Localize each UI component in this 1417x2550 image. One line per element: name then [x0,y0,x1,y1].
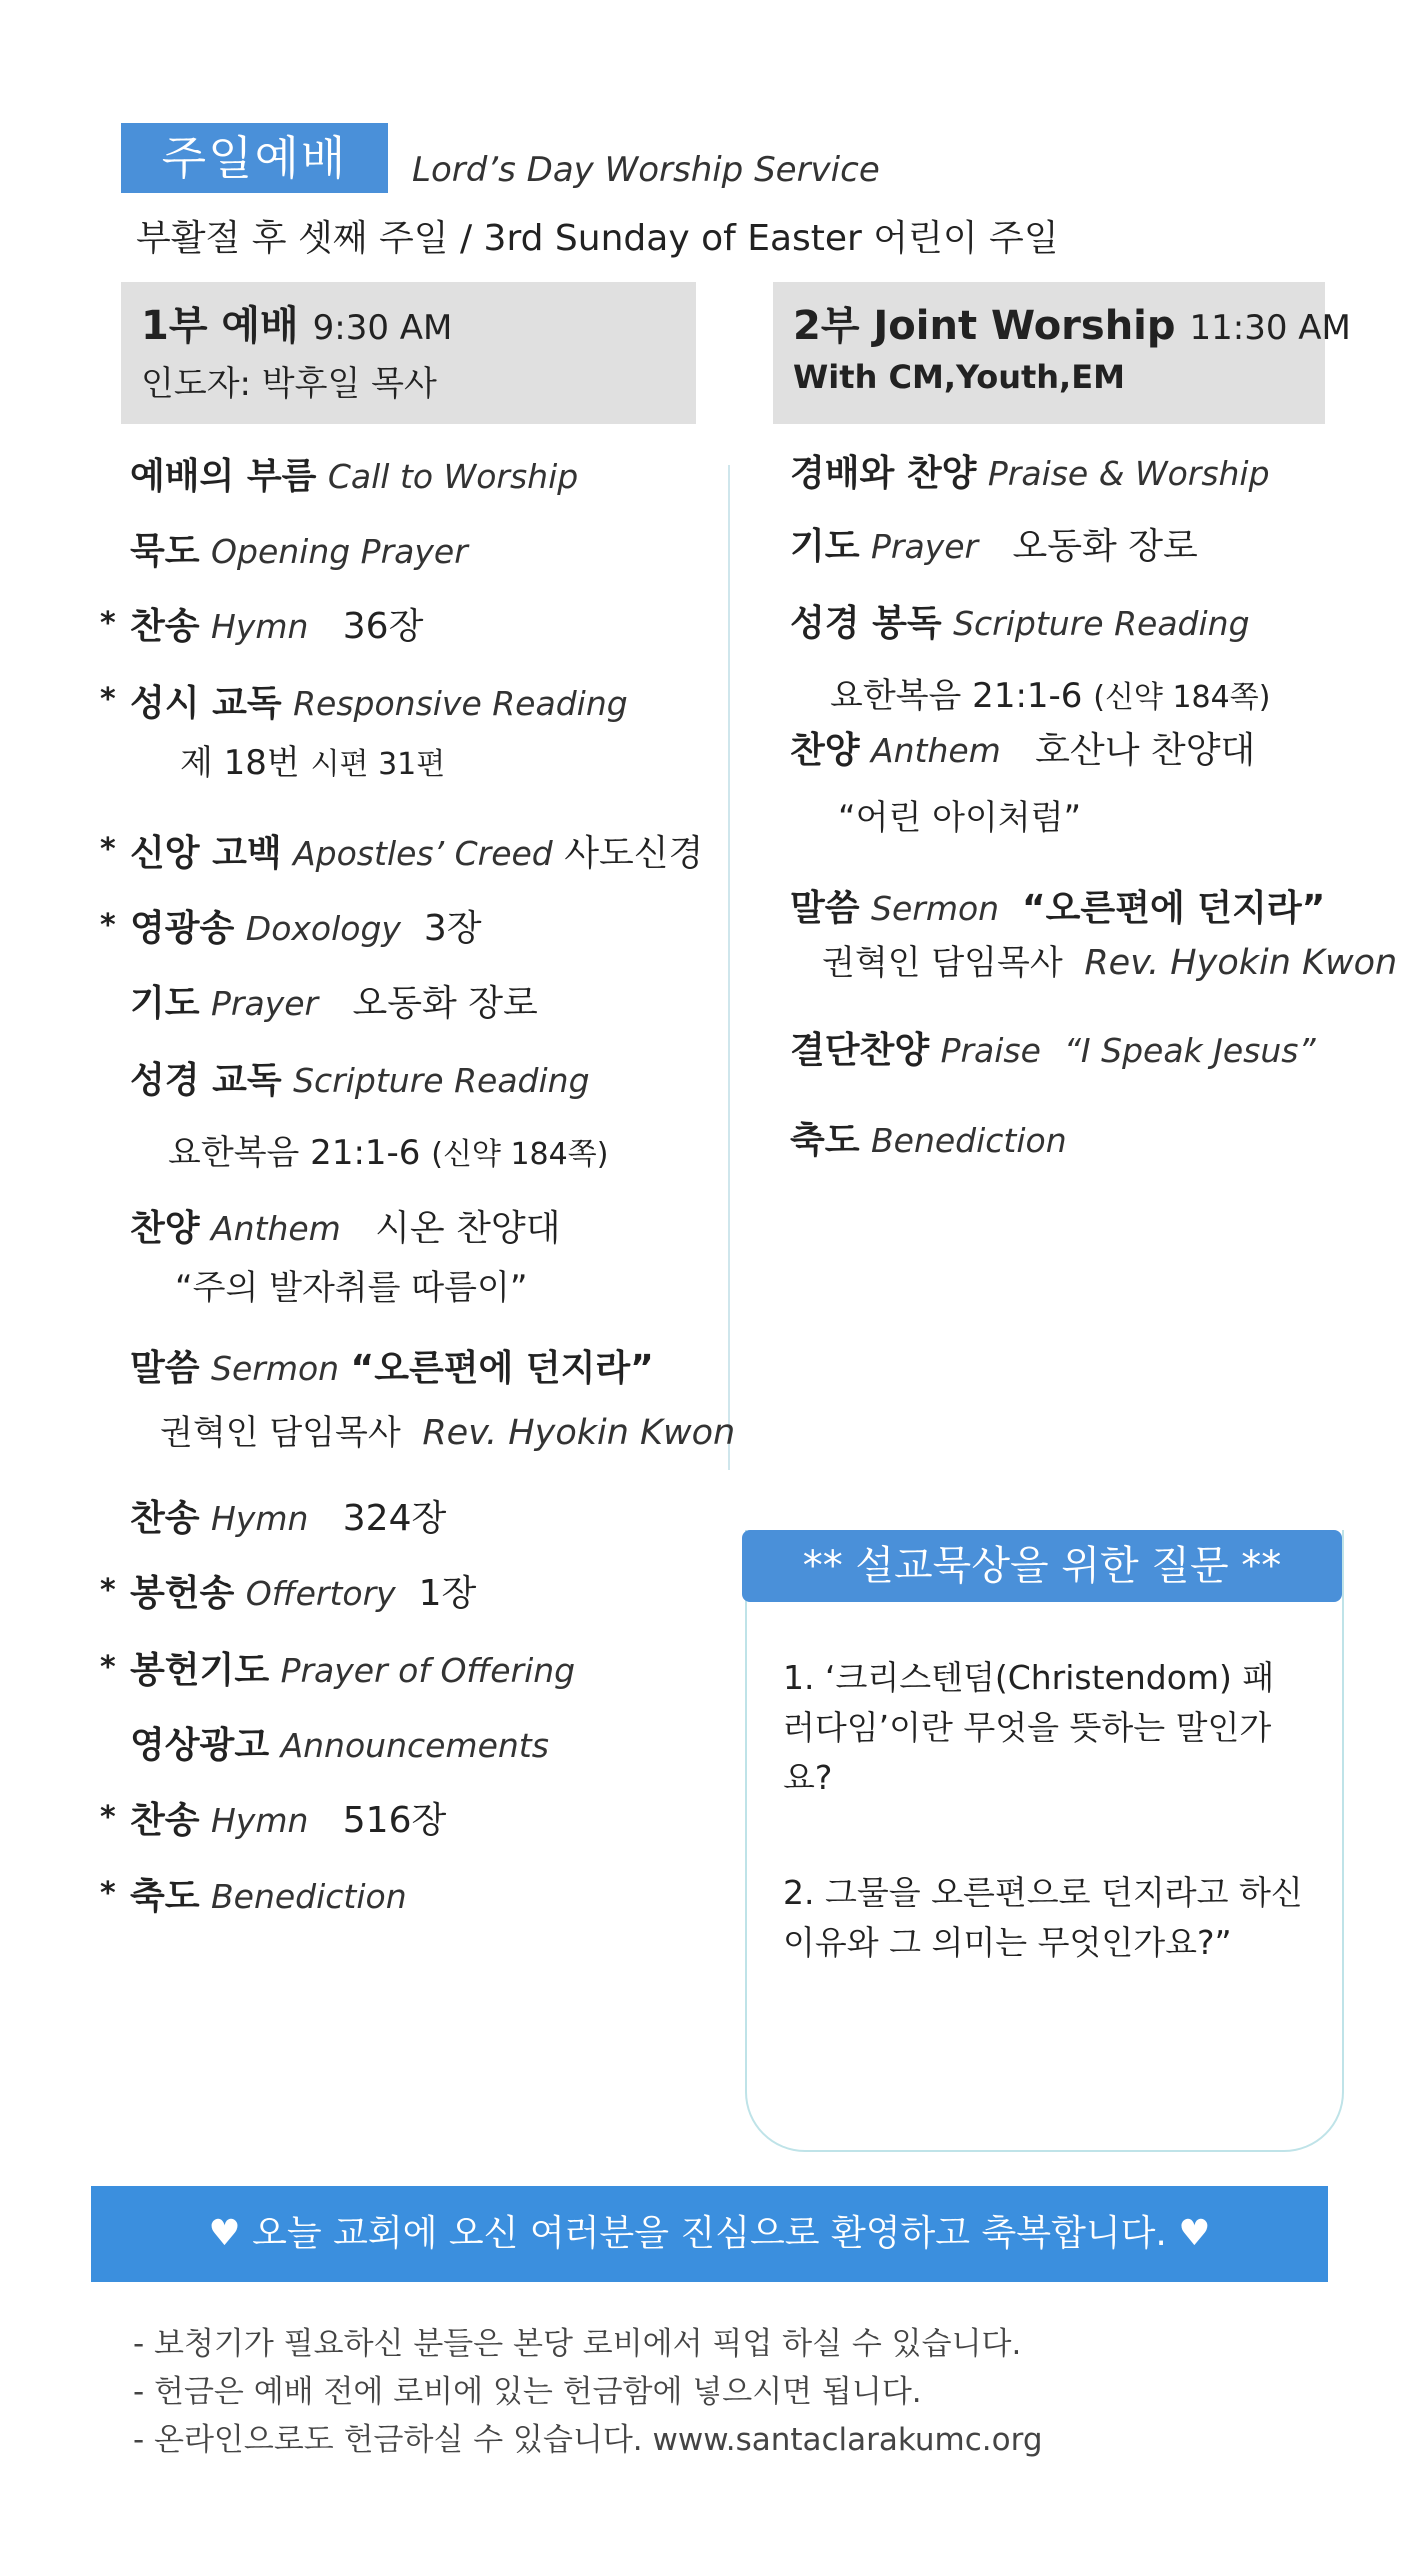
item-kr: 경배와 찬양 [790,453,977,494]
standing-mark: * [100,1800,116,1835]
item-en: Hymn [211,1801,309,1840]
list-item [130,448,578,499]
scripture-page: (신약 184쪽) [431,1137,609,1172]
item-en: Hymn [211,607,309,646]
question-2: 2. 그물을 오른편으로 던지라고 하신 이유와 그 의미는 무엇인가요?” [783,1873,1303,1962]
service2-time: 11:30 AM [1189,308,1351,348]
list-item [130,1340,654,1391]
column-divider [728,465,730,1470]
item-detail: 사도신경 [564,833,704,874]
reading-psalm: 시편 31편 [310,747,446,782]
item-kr: 말씀 [130,1348,200,1389]
item-kr: 성시 교독 [130,683,282,724]
service1-header [121,282,696,424]
list-item [790,880,1325,931]
item-en: Apostles’ Creed [293,834,553,873]
scripture-ref: 요한복음 21:1-6 [830,676,1083,716]
subtitle: 부활절 후 셋째 주일 / 3rd Sunday of Easter 어린이 주일 [136,218,1059,259]
item-en: Sermon [871,889,1000,928]
item-kr: 봉헌송 [130,1573,235,1614]
scripture-ref: 요한복음 21:1-6 [168,1133,421,1173]
item-en: Anthem [871,731,1001,770]
list-item [790,1022,1316,1073]
preacher-en: Rev. Hyokin Kwon [422,1413,736,1453]
preacher [160,1405,735,1454]
item-en: Prayer of Offering [280,1651,576,1690]
anthem-song: “어린 아이처럼” [838,798,1082,838]
item-kr: 성경 교독 [130,1060,282,1101]
service1-time: 9:30 AM [312,308,453,348]
item-en: Hymn [211,1499,309,1538]
service2-title-text: 2부 Joint Worship [793,303,1176,349]
welcome-banner: ♥ 오늘 교회에 오신 여러분을 진심으로 환영하고 축복합니다. ♥ [91,2186,1328,2282]
sermon-title: “오른편에 던지라” [1021,888,1326,929]
item-detail: 516장 [342,1800,447,1841]
list-item [130,900,482,951]
list-item [130,1792,446,1843]
list-item [790,445,1270,496]
item-detail: 324장 [342,1498,447,1539]
item-detail: 3장 [423,908,482,949]
preacher-en: Rev. Hyokin Kwon [1084,943,1398,983]
title-en: Lord’s Day Worship Service [412,150,880,190]
scripture-detail [830,668,1270,717]
item-kr: 영광송 [130,908,235,949]
service1-leader: 인도자: 박후일 목사 [141,364,437,404]
item-kr: 영상광고 [130,1725,270,1766]
question-1: 1. ‘크리스텐덤(Christendom) 패러다임’이란 무엇을 뜻하는 말인가요? [783,1658,1275,1797]
item-kr: 찬송 [130,1800,200,1841]
item-kr: 성경 봉독 [790,603,942,644]
item-en: Prayer [871,527,979,566]
item-en: Responsive Reading [293,684,628,723]
preacher-kr: 권혁인 담임목사 [160,1413,401,1453]
item-kr: 말씀 [790,888,860,929]
title-badge: 주일예배 [121,123,388,193]
scripture-detail [168,1125,608,1174]
item-detail: “I Speak Jesus” [1063,1031,1316,1070]
item-kr: 찬양 [130,1208,200,1249]
note-hearing-aid: - 보청기가 필요하신 분들은 본당 로비에서 픽업 하실 수 있습니다. [133,2326,1022,2362]
item-en: Offertory [245,1574,396,1613]
note-offering-box: - 헌금은 예배 전에 로비에 있는 헌금함에 넣으시면 됩니다. [133,2374,922,2410]
item-en: Anthem [211,1209,341,1248]
item-en: Scripture Reading [953,604,1250,643]
item-kr: 봉헌기도 [130,1650,270,1691]
list-item [130,975,538,1026]
list-item [790,722,1255,773]
note-online-giving: - 온라인으로도 헌금하실 수 있습니다. www.santaclarakumc.org [133,2422,1043,2458]
standing-mark: * [100,1650,116,1685]
item-detail: 오동화 장로 [1012,526,1198,567]
list-item [790,595,1250,646]
list-item [130,1565,476,1616]
standing-mark: * [100,832,116,867]
item-detail: 호산나 찬양대 [1035,730,1256,771]
item-en: Doxology [245,909,401,948]
service2-with: With CM,Youth,EM [793,358,1125,396]
item-en: Benediction [211,1877,407,1916]
item-kr: 축도 [790,1120,860,1161]
item-en: Announcements [280,1726,549,1765]
list-item [130,598,423,649]
item-en: Prayer [211,984,319,1023]
reading-number: 제 18번 [180,743,300,783]
scripture-page: (신약 184쪽) [1093,680,1271,715]
item-kr: 결단찬양 [790,1030,930,1071]
questions-header: ** 설교묵상을 위한 질문 ** [742,1530,1342,1602]
item-kr: 묵도 [130,531,200,572]
item-kr: 기도 [130,983,200,1024]
list-item [130,1052,590,1103]
item-kr: 기도 [790,526,860,567]
item-en: Sermon [211,1349,340,1388]
preacher-kr: 권혁인 담임목사 [822,943,1063,983]
item-kr: 축도 [130,1876,200,1917]
standing-mark: * [100,908,116,943]
item-kr: 신앙 고백 [130,833,282,874]
sermon-title: “오른편에 던지라” [350,1348,654,1389]
list-item [130,1490,446,1541]
item-kr: 찬송 [130,1498,200,1539]
preacher [822,935,1397,984]
service1-title [141,294,452,351]
item-detail: 36장 [342,606,424,647]
service2-header [773,282,1351,424]
list-item [790,1112,1067,1163]
item-detail: 오동화 장로 [352,983,538,1024]
list-item [130,1200,560,1251]
item-kr: 찬송 [130,606,200,647]
item-en: Praise & Worship [987,454,1270,493]
standing-mark: * [100,682,116,717]
item-en: Praise [940,1031,1041,1070]
item-en: Opening Prayer [211,532,468,571]
item-en: Call to Worship [327,457,579,496]
item-detail: 1장 [418,1573,477,1614]
service1-title-text: 1부 예배 [141,303,299,349]
standing-mark: * [100,606,116,641]
reading-detail [180,735,445,784]
list-item [130,1642,575,1693]
item-kr: 찬양 [790,730,860,771]
item-kr: 예배의 부름 [130,456,317,497]
list-item [130,1868,407,1919]
questions-box [745,1530,1344,2152]
item-detail: 시온 찬양대 [375,1208,561,1249]
standing-mark: * [100,1876,116,1911]
item-en: Benediction [871,1121,1067,1160]
standing-mark: * [100,1573,116,1608]
item-en: Scripture Reading [293,1061,590,1100]
list-item [130,675,628,726]
service2-title [793,294,1351,351]
list-item [130,825,703,876]
list-item [130,523,468,574]
list-item [790,518,1198,569]
anthem-song: “주의 발자취를 따름이” [175,1268,528,1308]
list-item [130,1717,549,1768]
